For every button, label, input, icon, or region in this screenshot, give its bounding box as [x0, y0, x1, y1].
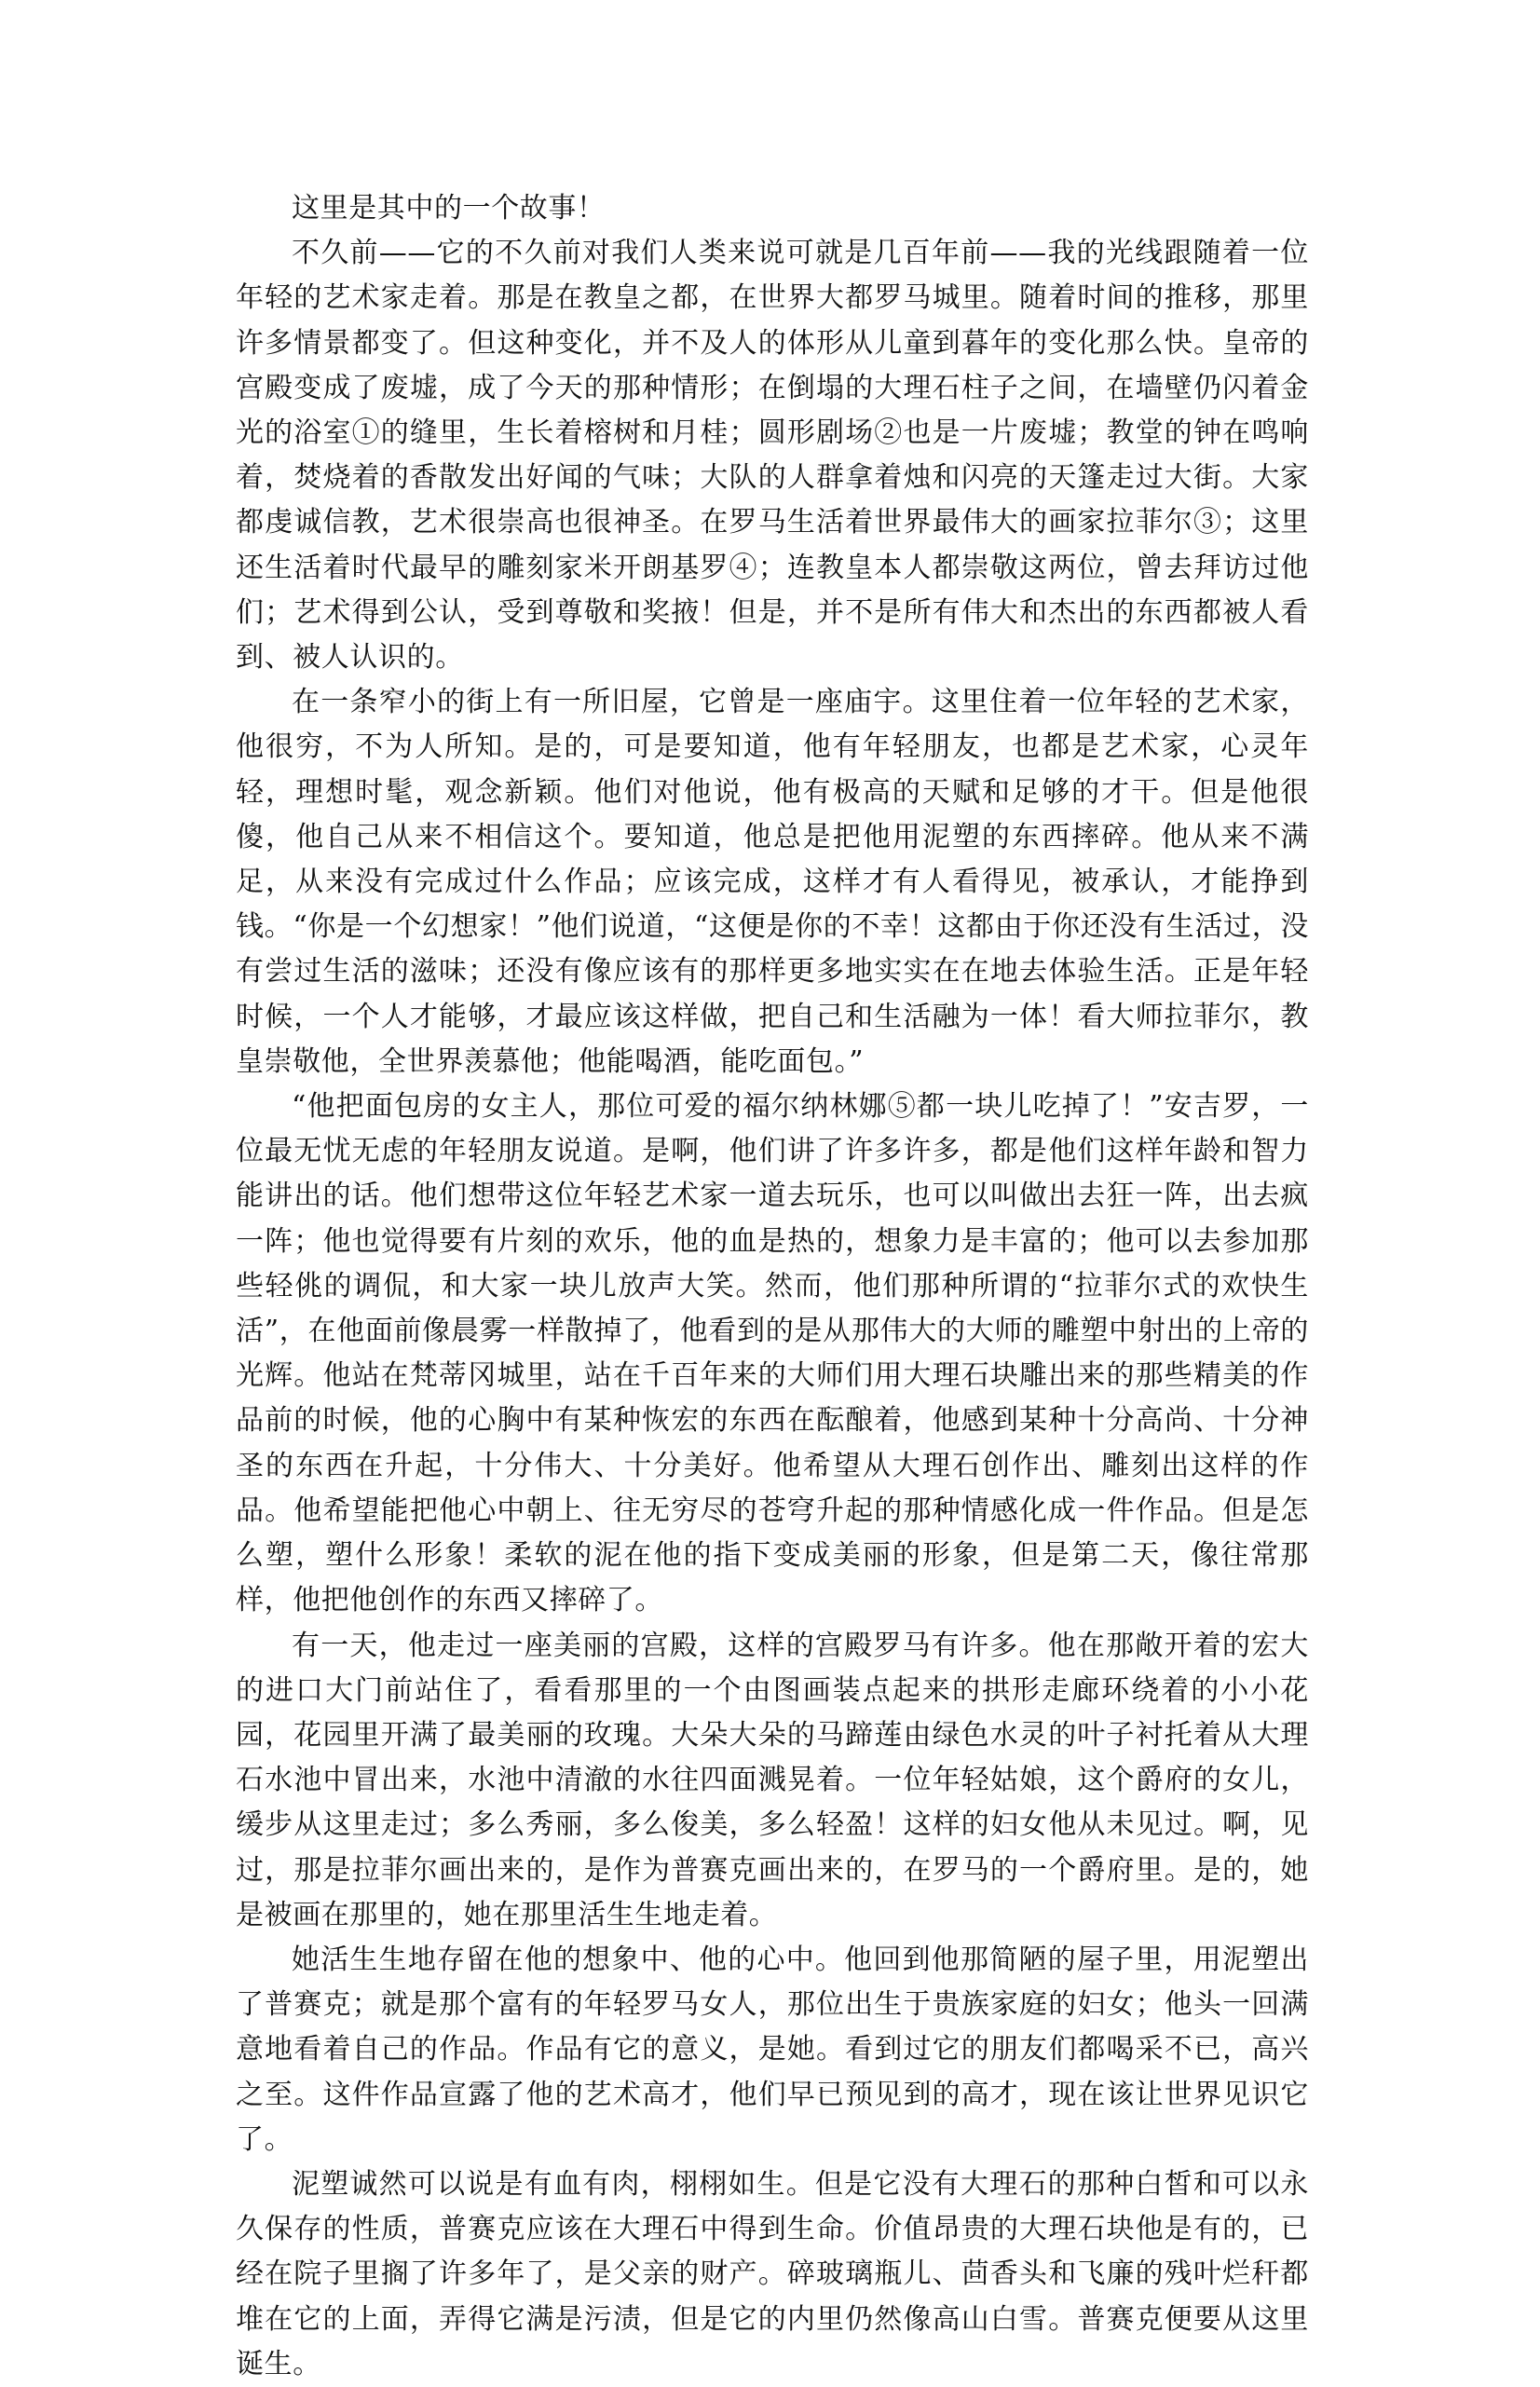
paragraph-psyche-clay: 她活生生地存留在他的想象中、他的心中。他回到他那简陋的屋子里，用泥塑出了普赛克；就是那个富有的年轻罗马女人，那位出生于贵族家庭的妇女；他头一回满意地看着自己的作品。作品有它的意义，是她。看到过它的朋友们都喝采不已，高兴之至。这件作品宣露了他的艺术高才，他们早已预见到的高才，现在该让世界见识它了。 — [236, 1943, 1309, 2156]
document-body — [236, 186, 1309, 2387]
paragraph-palace: 有一天，他走过一座美丽的宫殿，这样的宫殿罗马有许多。他在那敞开着的宏大的进口大门前站住了，看看那里的一个由图画装点起来的拱形走廊环绕着的小小花园，花园里开满了最美丽的玫瑰。大朵大朵的马蹄莲由绿色水灵的叶子衬托着从大理石水池中冒出来，水池中清澈的水往四面溅晃着。一位年轻姑娘，这个爵府的女儿，缓步从这里走过；多么秀丽，多么俊美，多么轻盈！这样的妇女他从未见过。啊，见过，那是拉菲尔画出来的，是作为普赛克画出来的，在罗马的一个爵府里。是的，她是被画在那里的，她在那里活生生地走着。 — [236, 1629, 1309, 1931]
paragraph-rome: 不久前——它的不久前对我们人类来说可就是几百年前——我的光线跟随着一位年轻的艺术家走着。那是在教皇之都，在世界大都罗马城里。随着时间的推移，那里许多情景都变了。但这种变化，并不及人的体形从儿童到暮年的变化那么快。皇帝的宫殿变成了废墟，成了今天的那种情形；在倒塌的大理石柱子之间，在墙壁仍闪着金光的浴室①的缝里，生长着榕树和月桂；圆形剧场②也是一片废墟；教堂的钟在鸣响着，焚烧着的香散发出好闻的气味；大队的人群拿着烛和闪亮的天篷走过大街。大家都虔诚信教，艺术很崇高也很神圣。在罗马生活着世界最伟大的画家拉菲尔③；这里还生活着时代最早的雕刻家米开朗基罗④；连教皇本人都崇敬这两位，曾去拜访过他们；艺术得到公认，受到尊敬和奖掖！但是，并不是所有伟大和杰出的东西都被人看到、被人认识的。 — [236, 237, 1309, 675]
paragraph-friends: “他把面包房的女主人，那位可爱的福尔纳林娜⑤都一块儿吃掉了！”安吉罗，一位最无忧无虑的年轻朋友说道。是啊，他们讲了许多许多，都是他们这样年龄和智力能讲出的话。他们想带这位年轻艺术家一道去玩乐，也可以叫做出去狂一阵，出去疯一阵；他也觉得要有片刻的欢乐，他的血是热的，想象力是丰富的；他可以去参加那些轻佻的调侃，和大家一块儿放声大笑。然而，他们那种所谓的“拉菲尔式的欢快生活”，在他面前像晨雾一样散掉了，他看到的是从那伟大的大师的雕塑中射出的上帝的光辉。他站在梵蒂冈城里，站在千百年来的大师们用大理石块雕出来的那些精美的作品前的时候，他的心胸中有某种恢宏的东西在酝酿着，他感到某种十分高尚、十分神圣的东西在升起，十分伟大、十分美好。他希望从大理石创作出、雕刻出这样的作品。他希望能把他心中朝上、往无穷尽的苍穹升起的那种情感化成一件作品。但是怎么塑，塑什么形象！柔软的泥在他的指下变成美丽的形象，但是第二天，像往常那样，他把他创作的东西又摔碎了。 — [236, 1090, 1309, 1617]
paragraph-intro: 这里是其中的一个故事！ — [292, 192, 606, 225]
paragraph-young-artist: 在一条窄小的街上有一所旧屋，它曾是一座庙宇。这里住着一位年轻的艺术家，他很穷，不为人所知。是的，可是要知道，他有年轻朋友，也都是艺术家，心灵年轻，理想时髦，观念新颖。他们对他说，他有极高的天赋和足够的才干。但是他很傻，他自己从来不相信这个。要知道，他总是把他用泥塑的东西摔碎。他从来不满足，从来没有完成过什么作品；应该完成，这样才有人看得见，被承认，才能挣到钱。“你是一个幻想家！”他们说道，“这便是你的不幸！这都由于你还没有生活过，没有尝过生活的滋味；还没有像应该有的那样更多地实实在在地去体验生活。正是年轻时候，一个人才能够，才最应该这样做，把自己和生活融为一体！看大师拉菲尔，教皇崇敬他，全世界羡慕他；他能喝酒，能吃面包。” — [236, 686, 1309, 1078]
paragraph-marble: 泥塑诚然可以说是有血有肉，栩栩如生。但是它没有大理石的那种白皙和可以永久保存的性质，普赛克应该在大理石中得到生命。价值昂贵的大理石块他是有的，已经在院子里搁了许多年了，是父亲的财产。碎玻璃瓶儿、茴香头和飞廉的残叶烂秆都堆在它的上面，弄得它满是污渍，但是它的内里仍然像高山白雪。普赛克便要从这里诞生。 — [236, 2167, 1309, 2380]
